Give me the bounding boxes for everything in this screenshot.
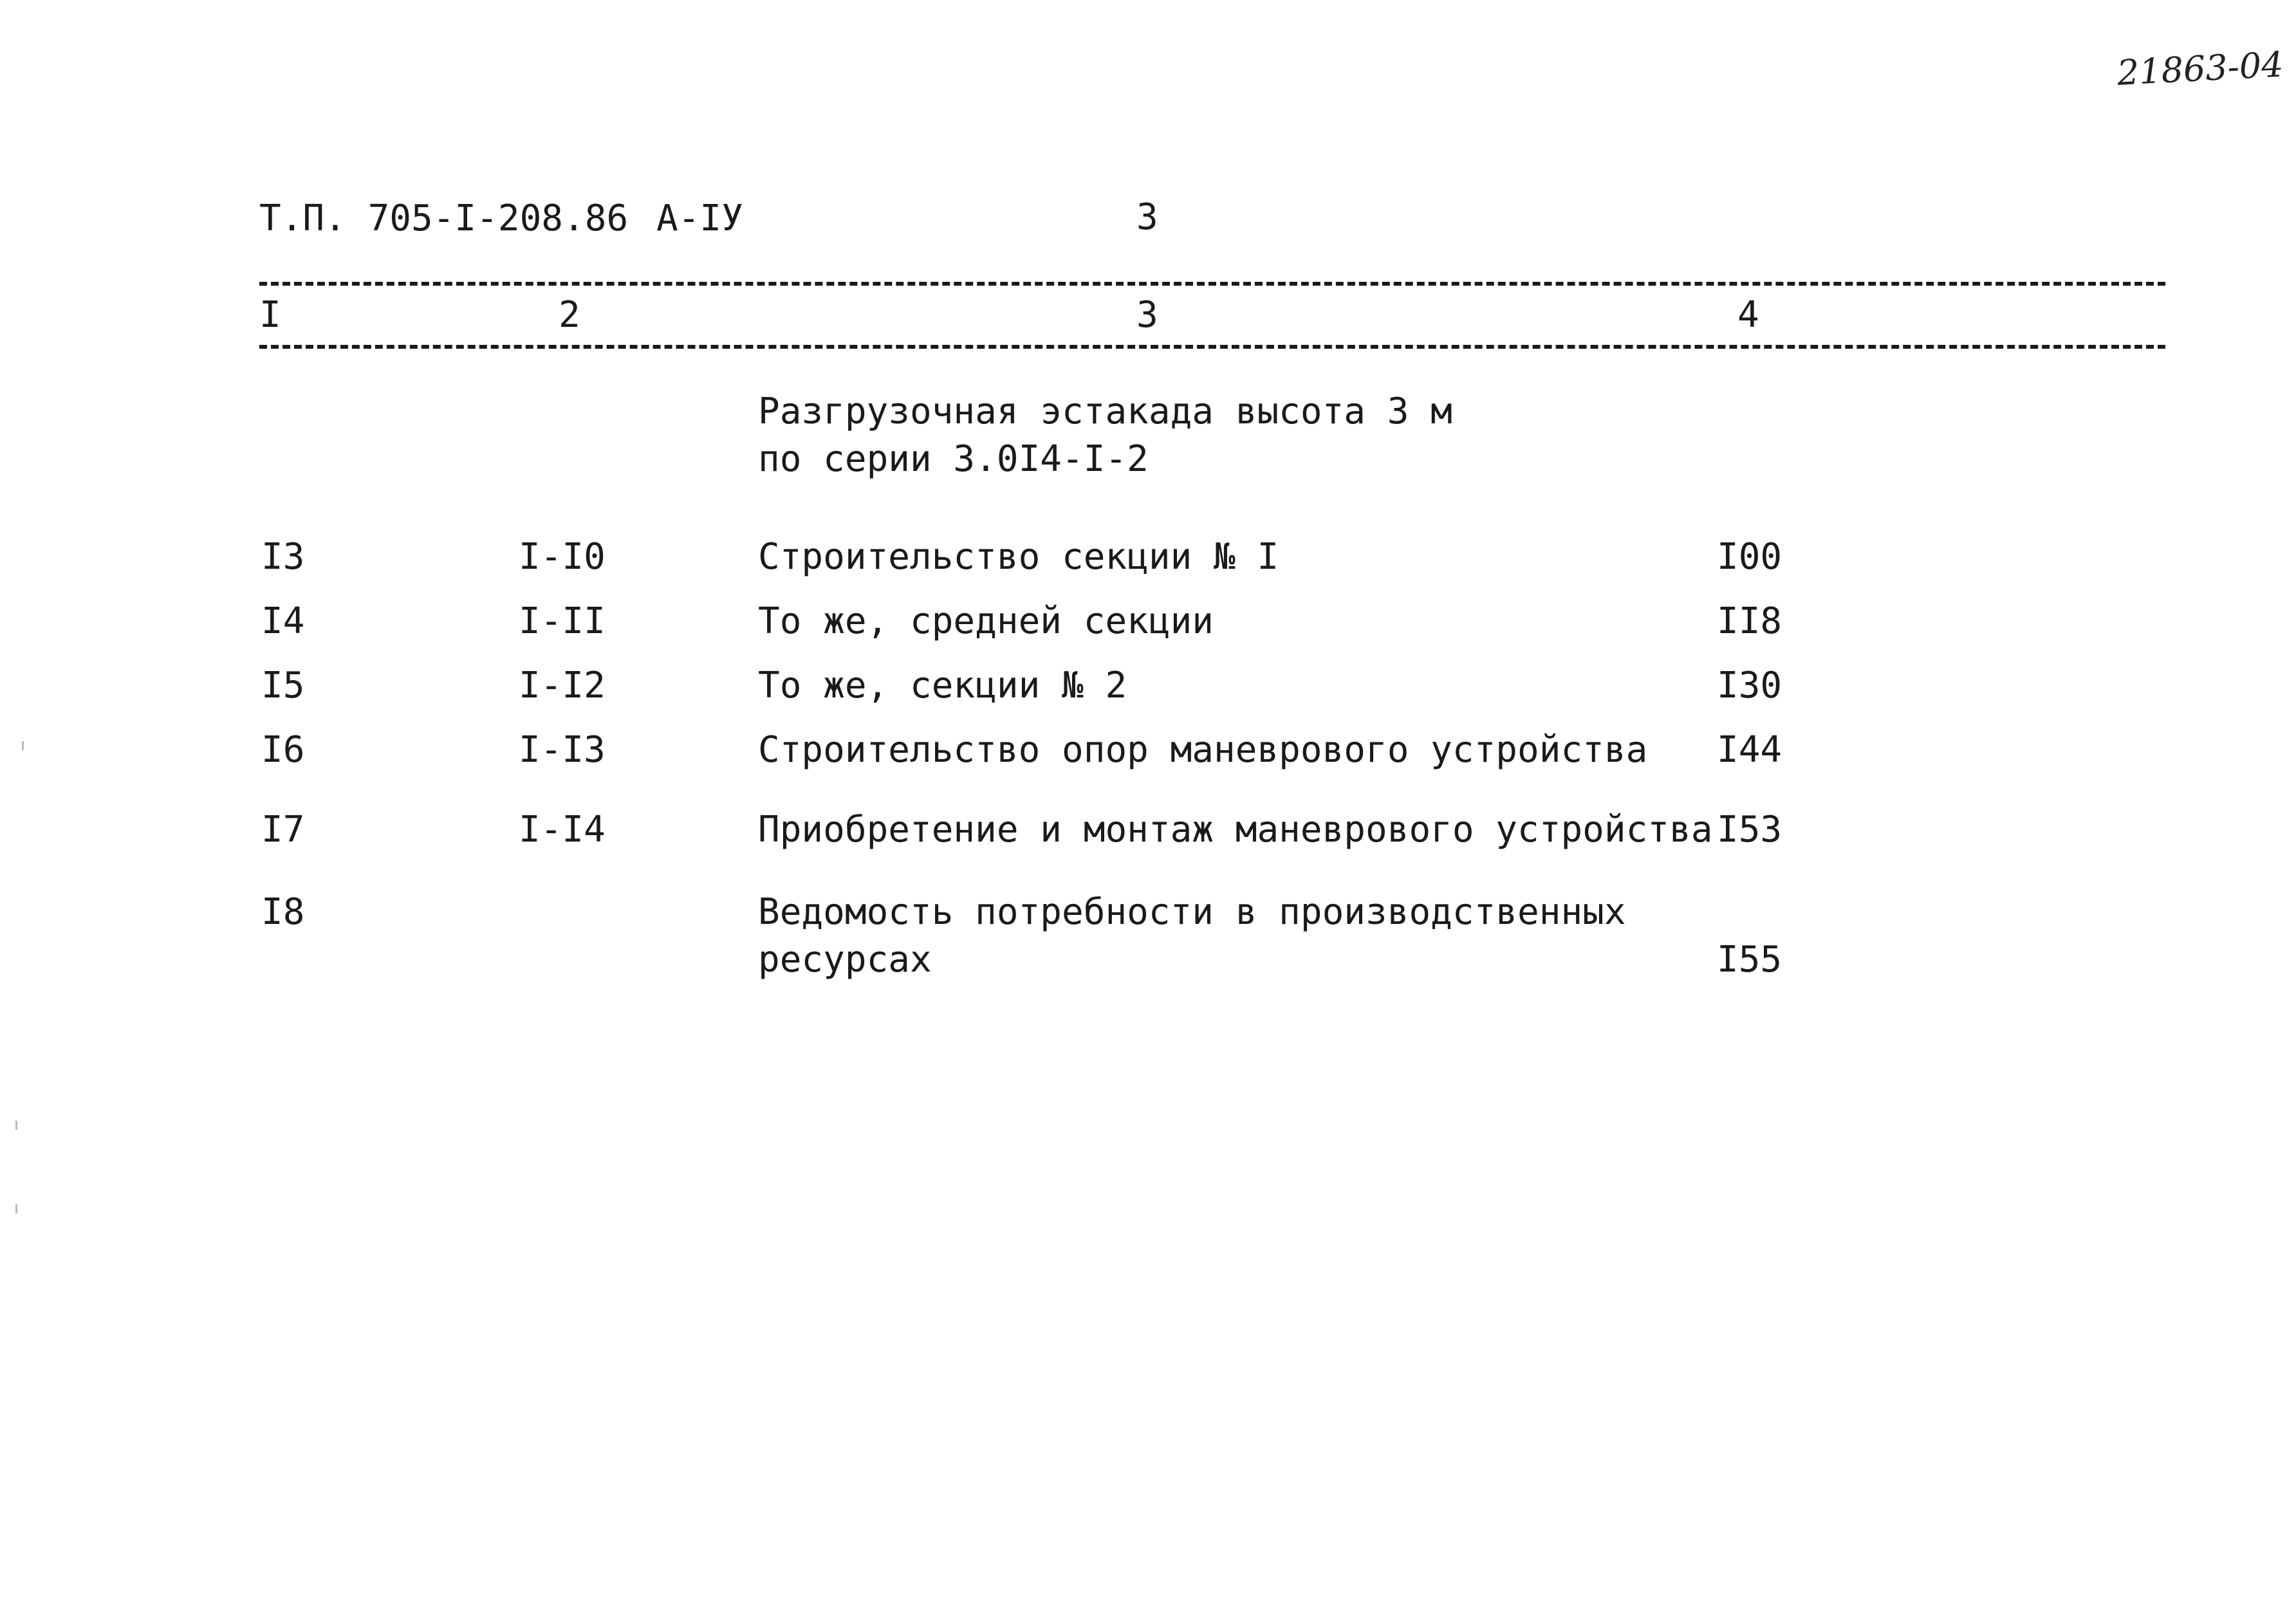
row-title-line-2: ресурсах [758,939,932,981]
row-code: I-I0 [519,536,606,578]
row-number: I6 [261,729,305,771]
row-title: Строительство секции № I [758,536,1279,578]
row-title: То же, секции № 2 [758,665,1127,706]
row-number: I3 [261,536,305,578]
dashed-rule-bottom [259,345,2165,349]
row-code: I-I2 [519,665,606,706]
dashed-rule-top [259,282,2165,286]
row-number: I4 [261,600,305,642]
row-number: I8 [261,891,305,933]
row-page: I30 [1717,665,1782,706]
row-page: I53 [1717,809,1782,851]
row-title: Строительство опор маневрового устройства [758,729,1648,771]
scan-speck [15,1121,17,1130]
album-code: А-IУ [656,198,743,239]
row-code: I-I3 [519,729,606,771]
row-title: Приобретение и монтаж маневрового устройства [758,809,1713,851]
row-title: То же, средней секции [758,600,1214,642]
archive-stamp-number: 21863-04 [2116,44,2285,93]
row-number: I5 [261,665,305,706]
column-header-2: 2 [559,294,580,336]
section-title-line-2: по серии 3.0I4-I-2 [758,438,1149,480]
page-number: 3 [1136,196,1158,238]
scan-speck [15,1204,17,1213]
row-title-line-1: Ведомость потребности в производственных [758,891,1626,933]
document-code: Т.П. 705-I-208.86 [259,198,629,239]
row-page: I44 [1717,729,1782,771]
row-page: II8 [1717,600,1782,642]
row-code: I-II [519,600,606,642]
section-title-line-1: Разгрузочная эстакада высота 3 м [758,391,1452,432]
row-code: I-I4 [519,809,606,851]
scan-speck [22,741,24,750]
row-page: I55 [1717,939,1782,981]
row-page: I00 [1717,536,1782,578]
row-number: I7 [261,809,305,851]
column-header-4: 4 [1737,294,1759,336]
column-header-3: 3 [1136,294,1158,336]
column-header-1: I [259,294,281,336]
